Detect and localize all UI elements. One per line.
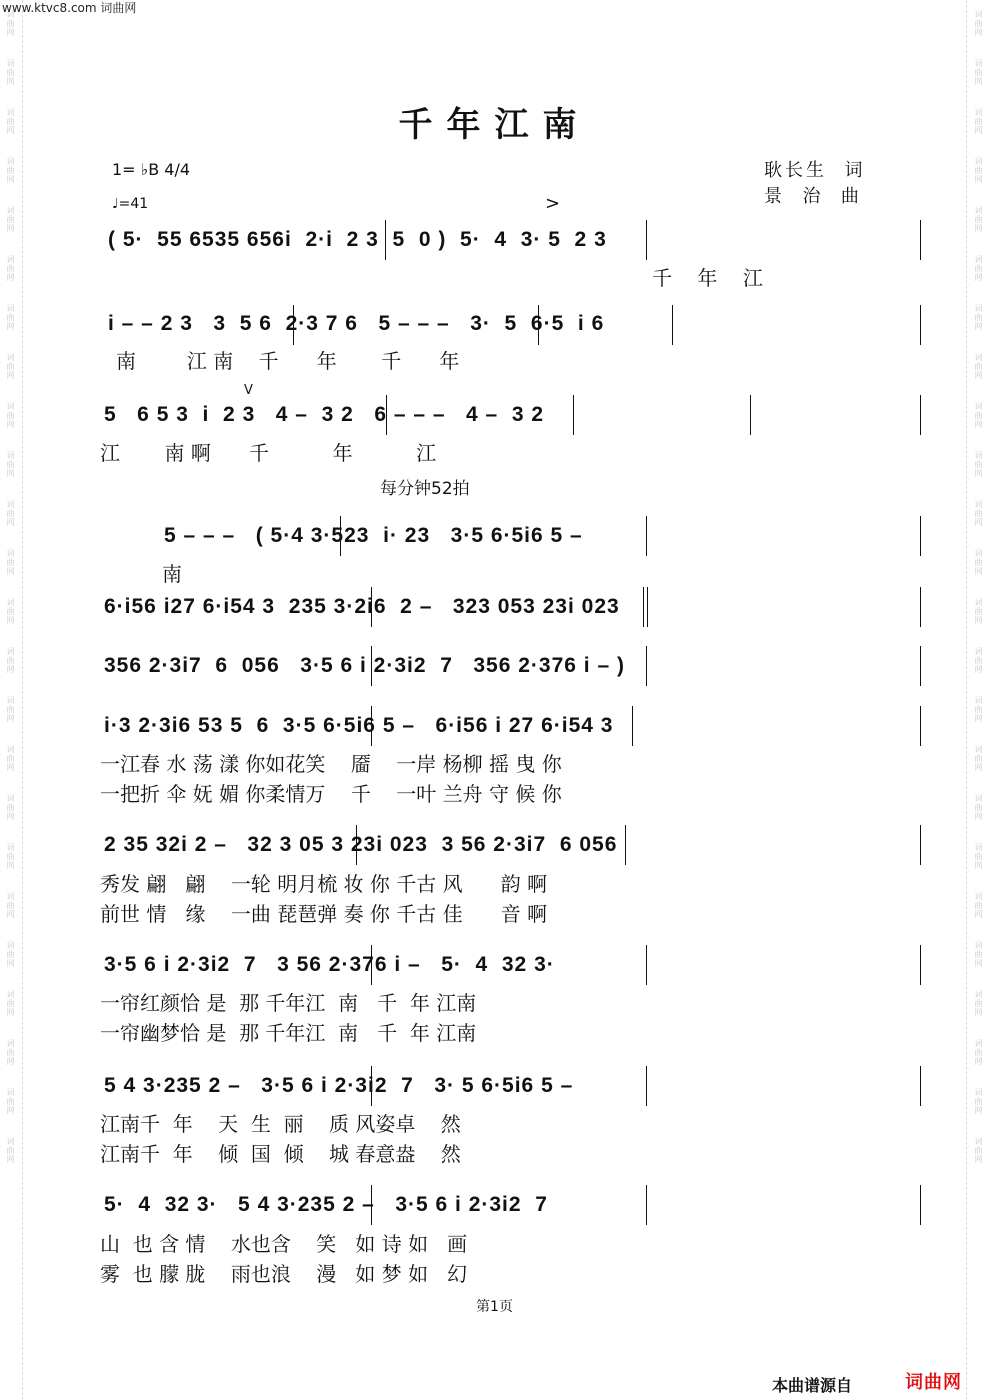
- score-line-11-lyrics-verse1: 山 也 含 情 水也含 笑 如 诗 如 画: [100, 1232, 468, 1256]
- watermark-mark: 词曲网: [974, 304, 983, 331]
- bar-line: [573, 395, 574, 435]
- watermark-mark: 词曲网: [974, 598, 983, 625]
- watermark-mark: 词曲网: [974, 108, 983, 135]
- bar-line: [538, 305, 539, 345]
- watermark-mark: 词曲网: [6, 402, 15, 429]
- page-number: 第1页: [476, 1299, 513, 1315]
- watermark-mark: 词曲网: [974, 794, 983, 821]
- watermark-border-left: [22, 0, 23, 1400]
- watermark-mark: 词曲网: [6, 598, 15, 625]
- watermark-mark: 词曲网: [974, 255, 983, 282]
- bar-line: [646, 516, 647, 556]
- watermark-mark: 词曲网: [974, 892, 983, 919]
- score-line-10-notes: 5 4 3·235 2 – 3·5 6 i 2·3i2 7 3· 5 6·5i6 5 –: [104, 1074, 574, 1097]
- bar-line: [920, 220, 921, 260]
- bar-line: [920, 516, 921, 556]
- score-line-1-notes: ( 5· 55 6535 656i 2·i 2 3 5 0 ) 5· 4 3· 5 2 3: [108, 228, 607, 251]
- score-line-10-lyrics-verse2: 江南千 年 倾 国 倾 城 春意盎 然: [100, 1142, 461, 1166]
- bar-line: [646, 945, 647, 985]
- watermark-mark: 词曲网: [974, 843, 983, 870]
- bar-line: [625, 825, 626, 865]
- score-line-8-lyrics-verse1: 秀发 翩 翩 一轮 明月梳 妆 你 千古 风 韵 啊: [100, 872, 548, 896]
- watermark-mark: 词曲网: [974, 451, 983, 478]
- watermark-mark: 词曲网: [974, 745, 983, 772]
- bar-line: [646, 1066, 647, 1106]
- watermark-mark: 词曲网: [6, 353, 15, 380]
- site-logo[interactable]: 词曲网: [905, 1372, 962, 1393]
- watermark-mark: 词曲网: [6, 108, 15, 135]
- score-line-3-lyrics: 江 南 啊 千 年 江: [100, 441, 437, 465]
- score-line-2-notes: i – – 2 3 3 5 6 2·3 7 6 5 – – – 3· 5 6·5 i 6: [108, 312, 605, 335]
- bar-line: [371, 706, 372, 746]
- watermark-mark: 词曲网: [974, 990, 983, 1017]
- breath-mark: V: [244, 383, 253, 398]
- watermark-mark: 词曲网: [974, 1039, 983, 1066]
- watermark-mark: 词曲网: [6, 696, 15, 723]
- tempo-change: 每分钟52拍: [380, 479, 470, 499]
- composer-credit: 景 治 曲: [764, 186, 862, 207]
- watermark-strip-right: [968, 0, 988, 1400]
- score-line-1-lyrics: 千 年 江: [652, 266, 763, 290]
- watermark-mark: 词曲网: [6, 1039, 15, 1066]
- watermark-mark: 词曲网: [974, 1088, 983, 1115]
- score-line-7-notes: i·3 2·3i6 53 5 6 3·5 6·5i6 5 – 6·i56 i 27 6·i54 3: [104, 714, 614, 737]
- bar-line: [920, 587, 921, 627]
- bar-line: [672, 305, 673, 345]
- watermark-mark: 词曲网: [974, 549, 983, 576]
- bar-line: [371, 945, 372, 985]
- watermark-mark: 词曲网: [6, 10, 15, 37]
- score-line-11-lyrics-verse2: 雾 也 朦 胧 雨也浪 漫 如 梦 如 幻: [100, 1262, 468, 1286]
- score-line-10-lyrics-verse1: 江南千 年 天 生 丽 质 风姿卓 然: [100, 1112, 461, 1136]
- score-line-4-notes: 5 – – – ( 5·4 3·523 i· 23 3·5 6·5i6 5 –: [164, 524, 583, 547]
- watermark-mark: 词曲网: [6, 892, 15, 919]
- bar-line: [356, 825, 357, 865]
- lyricist-credit: 耿长生 词: [764, 160, 866, 181]
- bar-line: [920, 1066, 921, 1106]
- bar-line: [920, 305, 921, 345]
- watermark-mark: 词曲网: [974, 353, 983, 380]
- watermark-mark: 词曲网: [6, 500, 15, 527]
- watermark-mark: 词曲网: [6, 1137, 15, 1164]
- bar-line: [920, 646, 921, 686]
- score-line-11-notes: 5· 4 32 3· 5 4 3·235 2 – 3·5 6 i 2·3i2 7: [104, 1193, 548, 1216]
- bar-line: [371, 646, 372, 686]
- bar-line: [750, 395, 751, 435]
- score-line-7-lyrics-verse1: 一江春 水 荡 漾 你如花笑 靥 一岸 杨柳 摇 曳 你: [100, 752, 562, 776]
- bar-line: [646, 646, 647, 686]
- watermark-mark: 词曲网: [6, 647, 15, 674]
- tempo-marking: ♩=41: [112, 196, 149, 212]
- bar-line: [920, 706, 921, 746]
- watermark-mark: 词曲网: [6, 843, 15, 870]
- watermark-mark: 词曲网: [6, 990, 15, 1017]
- watermark-mark: 词曲网: [6, 745, 15, 772]
- watermark-border-right: [966, 0, 967, 1400]
- bar-line: [920, 945, 921, 985]
- key-signature: 1= ♭B 4/4: [112, 160, 191, 179]
- watermark-mark: 词曲网: [6, 1088, 15, 1115]
- watermark-mark: 词曲网: [974, 647, 983, 674]
- bar-line: [371, 1185, 372, 1225]
- watermark-mark: 词曲网: [6, 794, 15, 821]
- watermark-mark: 词曲网: [6, 206, 15, 233]
- bar-line: [371, 1066, 372, 1106]
- source-label: 本曲谱源自: [772, 1376, 853, 1395]
- watermark-mark: 词曲网: [6, 304, 15, 331]
- score-line-8-notes: 2 35 32i 2 – 32 3 05 3 23i 023 3 56 2·3i7 6 056: [104, 833, 618, 856]
- watermark-mark: 词曲网: [974, 10, 983, 37]
- bar-line: [920, 825, 921, 865]
- watermark-mark: 词曲网: [974, 206, 983, 233]
- watermark-mark: 词曲网: [6, 941, 15, 968]
- accent-mark: >: [545, 193, 561, 214]
- bar-line: [646, 1185, 647, 1225]
- score-line-5-notes: 6·i56 i27 6·i54 3 235 3·2i6 2 – 323 053 23i 023: [104, 595, 620, 618]
- bar-line: [386, 395, 387, 435]
- score-line-8-lyrics-verse2: 前世 情 缘 一曲 琵琶弹 奏 你 千古 佳 音 啊: [100, 902, 548, 926]
- bar-line: [647, 587, 648, 627]
- watermark-strip-left: [0, 0, 20, 1400]
- watermark-mark: 词曲网: [974, 500, 983, 527]
- bar-line: [385, 220, 386, 260]
- bar-line: [632, 706, 633, 746]
- bar-line: [920, 395, 921, 435]
- score-line-4-lyrics: 南: [162, 562, 182, 586]
- score-line-7-lyrics-verse2: 一把折 伞 妩 媚 你柔情万 千 一叶 兰舟 守 候 你: [100, 782, 562, 806]
- score-line-3-notes: 5 6 5 3 i 2 3 4 – 3 2 6 – – – 4 – 3 2: [104, 403, 545, 426]
- watermark-mark: 词曲网: [974, 1137, 983, 1164]
- watermark-mark: 词曲网: [974, 157, 983, 184]
- bar-line: [920, 1185, 921, 1225]
- watermark-mark: 词曲网: [6, 59, 15, 86]
- bar-line: [293, 305, 294, 345]
- watermark-mark: 词曲网: [6, 157, 15, 184]
- bar-line: [643, 587, 644, 627]
- watermark-mark: 词曲网: [974, 59, 983, 86]
- score-line-9-lyrics-verse1: 一帘红颜恰 是 那 千年江 南 千 年 江南: [100, 991, 477, 1015]
- site-header[interactable]: www.ktvc8.com 词曲网: [2, 1, 137, 15]
- watermark-mark: 词曲网: [6, 451, 15, 478]
- watermark-mark: 词曲网: [974, 941, 983, 968]
- watermark-mark: 词曲网: [974, 696, 983, 723]
- score-line-6-notes: 356 2·3i7 6 056 3·5 6 i 2·3i2 7 356 2·376 i – ): [104, 654, 625, 677]
- score-line-9-lyrics-verse2: 一帘幽梦恰 是 那 千年江 南 千 年 江南: [100, 1021, 477, 1045]
- song-title: 千年江南: [398, 105, 591, 145]
- score-line-2-lyrics: 南 江 南 千 年 千 年: [116, 349, 460, 373]
- bar-line: [371, 587, 372, 627]
- watermark-mark: 词曲网: [6, 255, 15, 282]
- watermark-mark: 词曲网: [6, 549, 15, 576]
- watermark-mark: 词曲网: [974, 402, 983, 429]
- bar-line: [340, 516, 341, 556]
- score-line-9-notes: 3·5 6 i 2·3i2 7 3 56 2·376 i – 5· 4 32 3·: [104, 953, 555, 976]
- bar-line: [646, 220, 647, 260]
